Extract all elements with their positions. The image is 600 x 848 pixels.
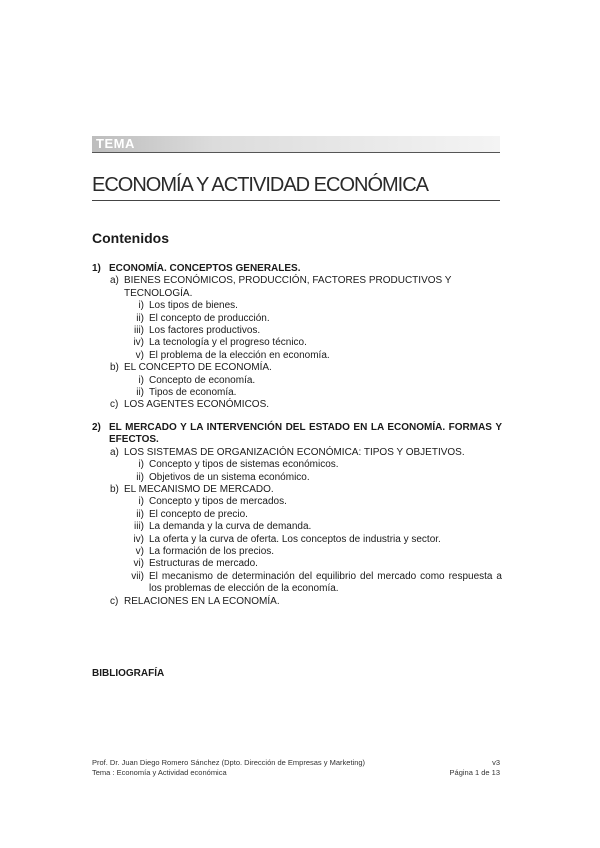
footer-author: Prof. Dr. Juan Diego Romero Sánchez (Dpto. Dirección de Empresas y Marketing) (92, 758, 366, 767)
item-text: La oferta y la curva de oferta. Los conceptos de industria y sector. (149, 533, 441, 545)
contents-outline (92, 263, 502, 608)
item-text: Concepto y tipos de sistemas económicos. (149, 459, 339, 471)
subsection-letter: a) (110, 275, 119, 287)
item-numeral: ii) (136, 471, 144, 483)
item-numeral: ii) (136, 312, 144, 324)
list-item (92, 375, 502, 387)
subsection-letter: b) (110, 483, 119, 495)
item-text: Concepto y tipos de mercados. (149, 496, 287, 508)
item-numeral: ii) (136, 508, 144, 520)
subsection-letter: b) (110, 362, 119, 374)
item-numeral: vi) (133, 558, 144, 570)
item-numeral: i) (138, 496, 144, 508)
subsection-letter: c) (110, 595, 119, 607)
item-text: Objetivos de un sistema económico. (149, 471, 310, 483)
section-1 (92, 263, 502, 412)
item-numeral: v) (135, 349, 144, 361)
list-item (92, 521, 502, 533)
item-text: El mecanismo de determinación del equilibrio del mercado como respuesta a los problemas de elección de la economía. (149, 570, 502, 595)
section-spacer (92, 412, 502, 422)
subsection-title: EL CONCEPTO DE ECONOMÍA. (124, 362, 272, 374)
list-item (92, 300, 502, 312)
list-item (92, 472, 502, 484)
section-number: 2) (92, 421, 101, 433)
item-numeral: v) (135, 545, 144, 557)
item-numeral: ii) (136, 387, 144, 399)
list-item (92, 571, 502, 596)
item-text: Los tipos de bienes. (149, 300, 238, 312)
subsection-title: LOS AGENTES ECONÓMICOS. (124, 399, 270, 411)
item-text: El concepto de precio. (149, 508, 248, 520)
list-item (92, 387, 502, 399)
subsection-2a (92, 447, 502, 459)
item-numeral: iii) (134, 521, 144, 533)
item-text: La formación de los precios. (149, 545, 275, 557)
tema-header-bar (92, 136, 500, 153)
subsection-letter: a) (110, 446, 119, 458)
item-numeral: i) (138, 300, 144, 312)
section-number: 1) (92, 263, 101, 274)
title-divider (92, 200, 500, 201)
list-item (92, 350, 502, 362)
subsection-2b (92, 484, 502, 496)
item-text: Tipos de economía. (149, 387, 237, 399)
list-item (92, 546, 502, 558)
list-item (92, 558, 502, 570)
item-numeral: i) (138, 459, 144, 471)
item-text: El problema de la elección en economía. (149, 349, 330, 361)
subsection-1c (92, 399, 502, 411)
footer-page-number: Página 1 de 13 (449, 768, 500, 777)
contents-heading: Contenidos (92, 230, 169, 246)
subsection-1a (92, 275, 502, 300)
section-title: ECONOMÍA. CONCEPTOS GENERALES. (109, 263, 301, 274)
list-item (92, 496, 502, 508)
item-numeral: i) (138, 374, 144, 386)
section-heading (92, 263, 502, 275)
subsection-title: BIENES ECONÓMICOS, PRODUCCIÓN, FACTORES PRODUCTIVOS Y TECNOLOGÍA. (124, 275, 452, 299)
item-text: El concepto de producción. (149, 312, 270, 324)
list-item (92, 337, 502, 349)
item-numeral: iii) (134, 325, 144, 337)
item-text: Los factores productivos. (149, 325, 261, 337)
item-text: Estructuras de mercado. (149, 558, 258, 570)
footer-topic: Tema : Economía y Actividad económica (92, 768, 227, 777)
subsection-1b (92, 362, 502, 374)
subsection-title: LOS SISTEMAS DE ORGANIZACIÓN ECONÓMICA: TIPOS Y OBJETIVOS. (124, 446, 465, 458)
section-2 (92, 422, 502, 608)
subsection-title: RELACIONES EN LA ECONOMÍA. (124, 595, 280, 607)
list-item (92, 325, 502, 337)
item-numeral: vii) (131, 570, 144, 582)
section-title: EL MERCADO Y LA INTERVENCIÓN DEL ESTADO EN LA ECONOMÍA. FORMAS Y EFECTOS. (109, 421, 502, 446)
list-item (92, 534, 502, 546)
section-heading (92, 422, 502, 447)
subsection-2c (92, 596, 502, 608)
subsection-title: EL MECANISMO DE MERCADO. (124, 483, 274, 495)
item-text: La tecnología y el progreso técnico. (149, 337, 307, 349)
list-item (92, 313, 502, 325)
page-footer (92, 758, 500, 778)
list-item (92, 509, 502, 521)
subsection-letter: c) (110, 399, 119, 411)
bibliography-heading: BIBLIOGRAFÍA (92, 668, 165, 679)
item-numeral: iv) (133, 533, 144, 545)
tema-label: TEMA (96, 136, 135, 151)
item-text: La demanda y la curva de demanda. (149, 521, 312, 533)
footer-version: v3 (492, 758, 500, 767)
item-numeral: iv) (133, 337, 144, 349)
list-item (92, 459, 502, 471)
item-text: Concepto de economía. (149, 374, 256, 386)
document-title: ECONOMÍA Y ACTIVIDAD ECONÓMICA (92, 174, 428, 196)
